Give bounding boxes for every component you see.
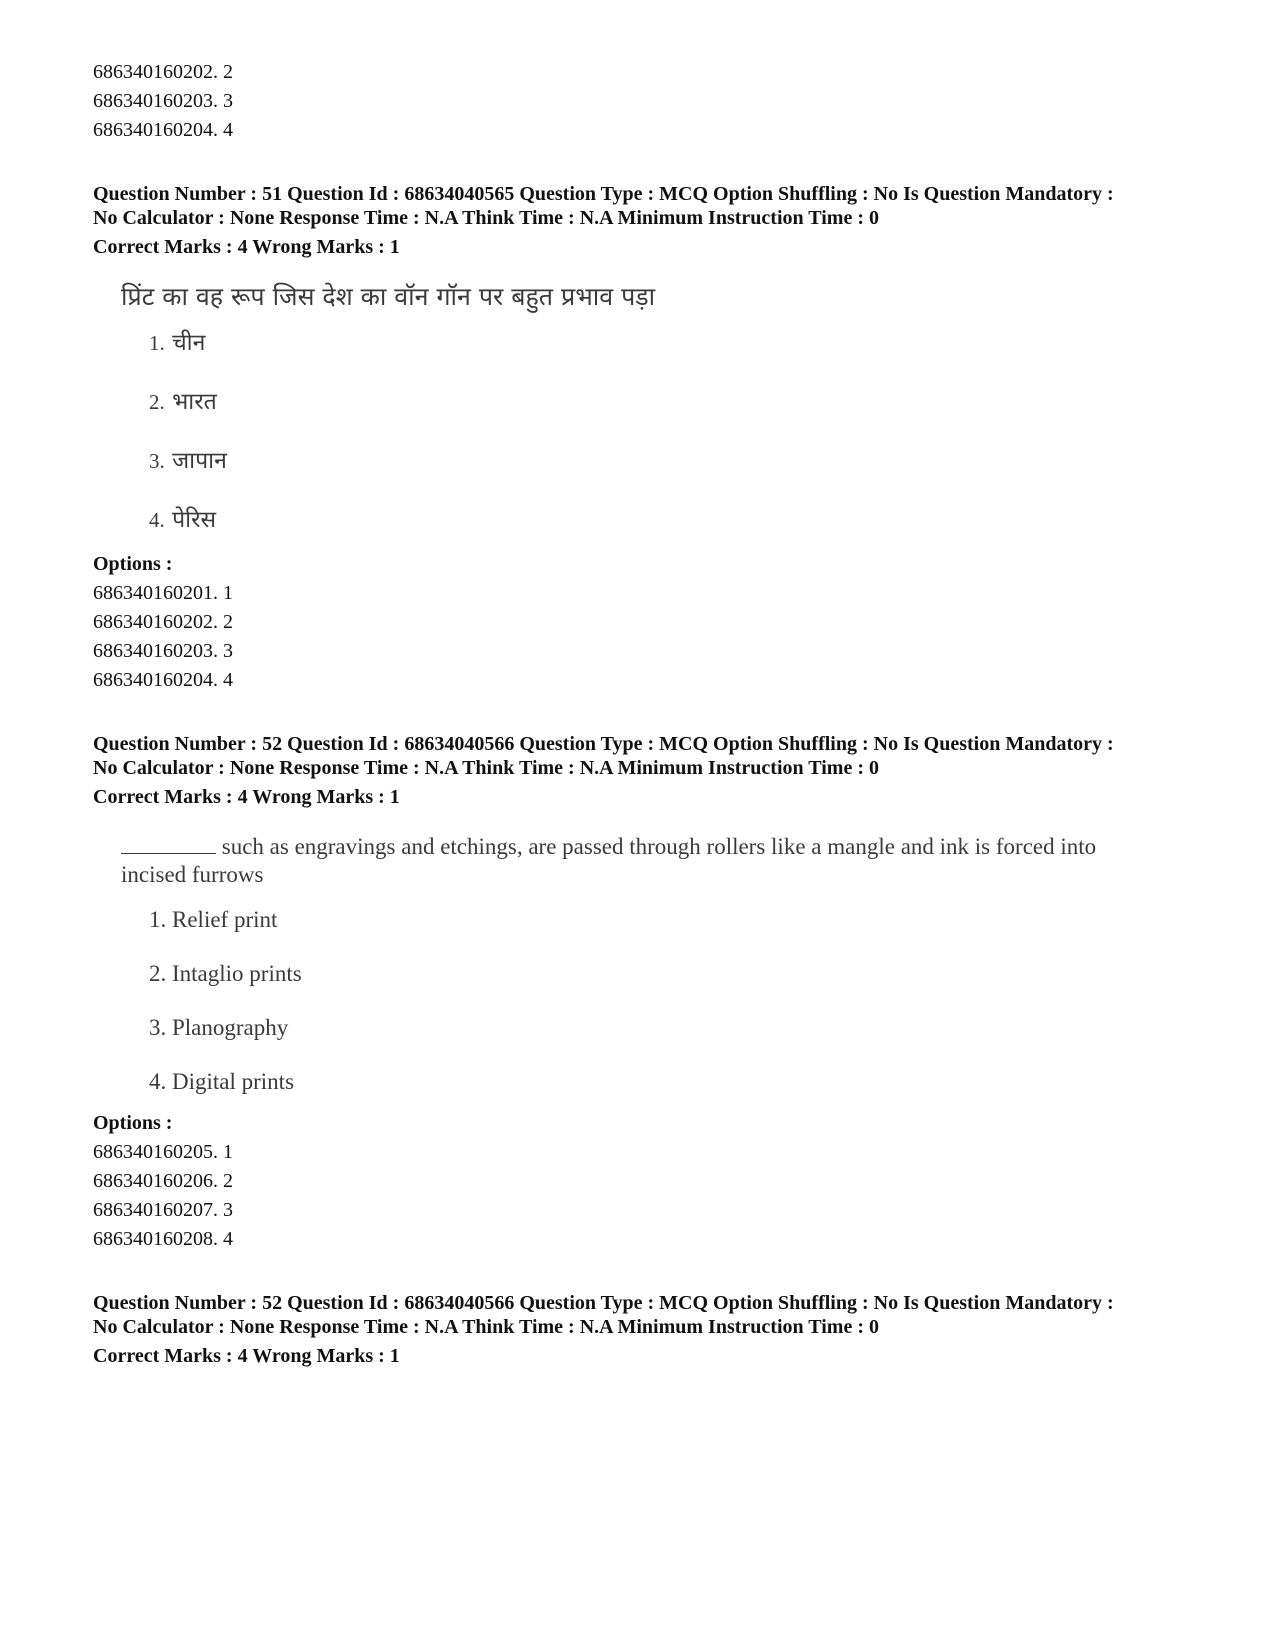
option-line: 686340160203. 3 — [93, 640, 233, 662]
option-line: 686340160202. 2 — [93, 61, 233, 83]
option-line: 686340160204. 4 — [93, 119, 233, 141]
fill-in-blank — [121, 833, 216, 854]
option-line: 686340160208. 4 — [93, 1228, 233, 1250]
question-marks: Correct Marks : 4 Wrong Marks : 1 — [93, 786, 400, 808]
question-stem: प्रिंट का वह रूप जिस देश का वॉन गॉन पर बहुत प्रभाव पड़ा — [121, 282, 656, 311]
question-meta-line-1: Question Number : 52 Question Id : 68634040566 Question Type : MCQ Option Shuffling : No Is Question Mandatory : — [93, 1292, 1114, 1314]
option-line: 686340160207. 3 — [93, 1199, 233, 1221]
question-marks: Correct Marks : 4 Wrong Marks : 1 — [93, 236, 400, 258]
options-label: Options : — [93, 553, 173, 575]
answer-choice-2: 2. Intaglio prints — [149, 961, 302, 986]
previous-options — [93, 58, 1213, 145]
answer-choice-1: 1. चीन — [149, 330, 206, 356]
question-content — [93, 281, 1213, 536]
option-line: 686340160206. 2 — [93, 1170, 233, 1192]
answer-choice-3: 3. जापान — [149, 448, 227, 474]
option-line: 686340160201. 1 — [93, 582, 233, 604]
question-content — [93, 833, 1213, 1097]
question-meta-line-1: Question Number : 51 Question Id : 68634040565 Question Type : MCQ Option Shuffling : No Is Question Mandatory : — [93, 183, 1114, 205]
question-meta-line-1: Question Number : 52 Question Id : 68634040566 Question Type : MCQ Option Shuffling : No Is Question Mandatory : — [93, 733, 1114, 755]
answer-choice-2: 2. भारत — [149, 389, 217, 415]
option-line: 686340160202. 2 — [93, 611, 233, 633]
answer-choice-4: 4. Digital prints — [149, 1069, 295, 1094]
question-52 — [93, 732, 1213, 1254]
question-meta-line-2: No Calculator : None Response Time : N.A Think Time : N.A Minimum Instruction Time : 0 — [93, 207, 879, 229]
option-line: 686340160204. 4 — [93, 669, 233, 691]
options-label: Options : — [93, 1112, 173, 1134]
question-marks: Correct Marks : 4 Wrong Marks : 1 — [93, 1345, 400, 1367]
answer-choice-3: 3. Planography — [149, 1015, 289, 1040]
question-51 — [93, 182, 1213, 695]
question-meta-line-2: No Calculator : None Response Time : N.A Think Time : N.A Minimum Instruction Time : 0 — [93, 1316, 879, 1338]
question-52-repeat — [93, 1291, 1213, 1368]
question-stem: such as engravings and etchings, are passed through rollers like a mangle and ink is forced into incised furrows — [121, 834, 1097, 887]
question-meta-line-2: No Calculator : None Response Time : N.A Think Time : N.A Minimum Instruction Time : 0 — [93, 757, 879, 779]
answer-choice-4: 4. पेरिस — [149, 507, 217, 533]
option-line: 686340160203. 3 — [93, 90, 233, 112]
answer-choice-1: 1. Relief print — [149, 907, 278, 932]
option-line: 686340160205. 1 — [93, 1141, 233, 1163]
document-page — [93, 58, 1213, 1368]
